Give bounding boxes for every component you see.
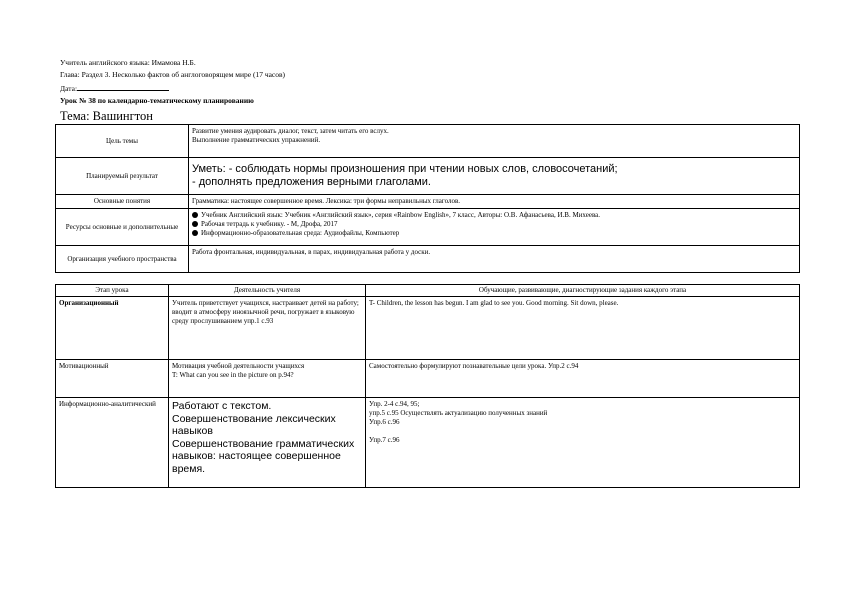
- goal-row: [56, 125, 800, 158]
- stage-tasks: Самостоятельно формулируют познавательные цели урока. Упр.2 с.94: [366, 360, 800, 398]
- topic-title: Тема: Вашингтон: [60, 109, 153, 123]
- space-value: Работа фронтальная, индивидуальная, в парах, индивидуальная работа у доски.: [189, 246, 800, 273]
- stage-teacher: Работают с текстом. Совершенствование лексических навыков Совершенствование грамматических навыков: настоящее совершенное время.: [169, 398, 366, 488]
- bullet-icon: [192, 221, 198, 227]
- bullet-icon: [192, 212, 198, 218]
- stage-teacher: Мотивация учебной деятельности учащихся T: What can you see in the picture on p.94?: [169, 360, 366, 398]
- result-value: [189, 158, 800, 195]
- resource-item: Рабочая тетрадь к учебнику. - М, Дрофа, 2017: [192, 220, 796, 229]
- concepts-row: [56, 195, 800, 209]
- stage-name: Организационный: [56, 297, 169, 360]
- resources-value: [189, 209, 800, 246]
- concepts-label: Основные понятия: [56, 195, 189, 209]
- goal-line: Выполнение грамматических упражнений.: [192, 136, 321, 144]
- header-stage: Этап урока: [56, 285, 169, 297]
- result-label: Планируемый результат: [56, 158, 189, 195]
- bullet-icon: [192, 230, 198, 236]
- stage-name: Информационно-аналитический: [56, 398, 169, 488]
- stage-row: [56, 297, 800, 360]
- chapter-line: Глава: Раздел 3. Несколько фактов об англоговорящем мире (17 часов): [60, 70, 286, 79]
- date-line: [60, 83, 169, 93]
- space-row: [56, 246, 800, 273]
- goal-label: Цель темы: [56, 125, 189, 158]
- stages-header-row: [56, 285, 800, 297]
- lesson-line: Урок № 38 по календарно-тематическому планированию: [60, 96, 254, 105]
- concepts-value: Грамматика: настоящее совершенное время. Лексика: три формы неправильных глаголов.: [189, 195, 800, 209]
- date-blank: [77, 83, 169, 91]
- result-line: Уметь: - соблюдать нормы произношения при чтении новых слов, словосочетаний;: [192, 163, 618, 175]
- stage-teacher: Учитель приветствует учащихся, настраивает детей на работу; вводит в атмосферу иноязычной речи, погружает в языковую среду прослушиванием упр.1 с.93: [169, 297, 366, 360]
- stage-tasks: Упр. 2-4 с.94, 95; упр.5 с.95 Осуществлять актуализацию полученных знаний Упр.6 с.96 Упр.7 с.96: [366, 398, 800, 488]
- goal-value: [189, 125, 800, 158]
- space-label: Организация учебного пространства: [56, 246, 189, 273]
- resources-label: Ресурсы основные и дополнительные: [56, 209, 189, 246]
- stage-name: Мотивационный: [56, 360, 169, 398]
- goal-line: Развитие умения аудировать диалог, текст, затем читать его вслух.: [192, 127, 389, 135]
- resources-row: [56, 209, 800, 246]
- resource-item: Информационно-образовательная среда: Аудиофайлы, Компьютер: [192, 229, 796, 238]
- result-row: [56, 158, 800, 195]
- stages-table: [55, 284, 800, 488]
- stage-tasks: T- Children, the lesson has begun. I am glad to see you. Good morning. Sit down, please.: [366, 297, 800, 360]
- result-line: - дополнять предложения верными глаголами.: [192, 176, 431, 188]
- date-label: Дата:: [60, 84, 78, 93]
- plan-table: [55, 124, 800, 273]
- stage-row: [56, 398, 800, 488]
- resource-item: Учебник Английский язык: Учебник «Английский язык», серия «Rainbow English», 7 класс, Авторы: О.В. Афанасьева, И.В. Михеева.: [192, 211, 796, 220]
- header-tasks: Обучающие, развивающие, диагностирующие задания каждого этапа: [366, 285, 800, 297]
- teacher-line: Учитель английского языка: Имамова Н.Б.: [60, 58, 196, 67]
- header-teacher: Деятельность учителя: [169, 285, 366, 297]
- stage-row: [56, 360, 800, 398]
